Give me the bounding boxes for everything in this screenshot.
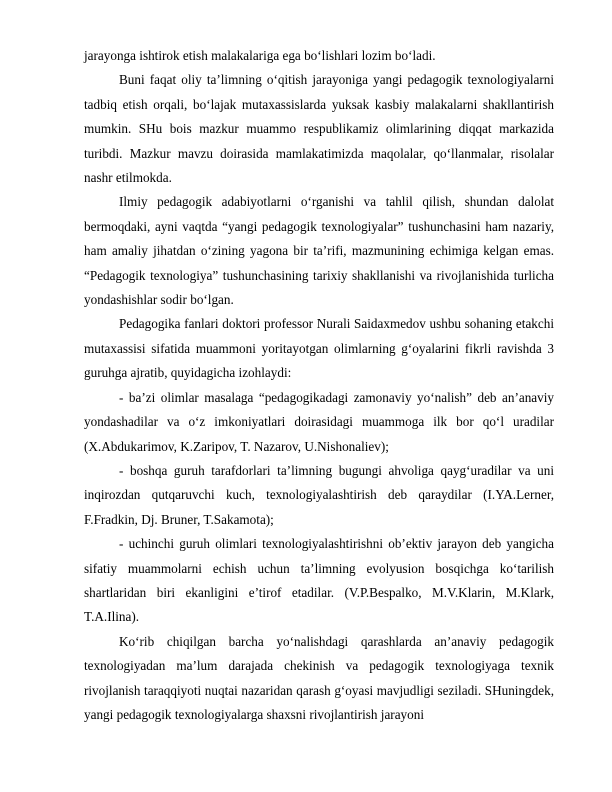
paragraph: Ilmiy pedagogik adabiyotlarni o‘rganishi va tahlil qilish, shundan dalolat bermoqdaki, ayni vaqtda “yangi pedagogik texnologiyalar” tushunchasini ham nazariy, ham amaliy jihatdan o‘zining yagona bir ta’rifi, mazmunining echimiga kelgan emas. “Pedagogik texnologiya” tushunchasining tarixiy shakllanishi va rivojlanishida turlicha yondashishlar sodir bo‘lgan. (84, 194, 554, 308)
paragraph: Pedagogika fanlari doktori professor Nurali Saidaxmedov ushbu sohaning etakchi mutaxassisi sifatida muammoni yoritayotgan olimlarning g‘oyalarini fikrli ravishda 3 guruhga ajratib, quyidagicha izohlaydi: (84, 316, 554, 381)
paragraph: Buni faqat oliy ta’limning o‘qitish jarayoniga yangi pedagogik texnologiyalarni tadbiq etish orqali, bo‘lajak mutaxassislarda yuksak kasbiy malakalarni shakllantirish mumkin. SHu bois mazkur muammo respublikamiz olimlarining diqqat markazida turibdi. Mazkur mavzu doirasida mamlakatimizda maqolalar, qo‘llanmalar, risolalar nashr etilmokda. (84, 72, 554, 186)
list-item-paragraph: - boshqa guruh tarafdorlari ta’limning bugungi ahvoliga qayg‘uradilar va uni inqirozdan qutqaruvchi kuch, texnologiyalashtirish deb qaraydilar (I.YA.Lerner, F.Fradkin, Dj. Bruner, T.Sakamota); (84, 462, 554, 527)
paragraph: Ko‘rib chiqilgan barcha yo‘nalishdagi qarashlarda an’anaviy pedagogik texnologiyadan ma’lum darajada chekinish va pedagogik texnologiyaga texnik rivojlanish taraqqiyoti nuqtai nazaridan qarash g‘oyasi mavjudligi seziladi. SHuningdek, yangi pedagogik texnologiyalarga shaxsni rivojlantirish jarayoni (84, 633, 554, 722)
document-body (84, 44, 554, 727)
list-item-paragraph: - ba’zi olimlar masalaga “pedagogikadagi zamonaviy yo‘nalish” deb an’anaviy yondashadilar va o‘z imkoniyatlari doirasidagi muammoga ilk bor qo‘l uradilar (X.Abdukarimov, K.Zaripov, T. Nazarov, U.Nishonaliev); (84, 389, 554, 454)
list-item-paragraph: - uchinchi guruh olimlari texnologiyalashtirishni ob’ektiv jarayon deb yangicha sifatiy muammolarni echish uchun ta’limning evolyusion bosqichga ko‘tarilish shartlaridan biri ekanligini e’tirof etadilar. (V.P.Bespalko, M.V.Klarin, M.Klark, T.A.Ilina). (84, 536, 554, 625)
paragraph-continuation: jarayonga ishtirok etish malakalariga ega bo‘lishlari lozim bo‘ladi. (84, 48, 436, 63)
